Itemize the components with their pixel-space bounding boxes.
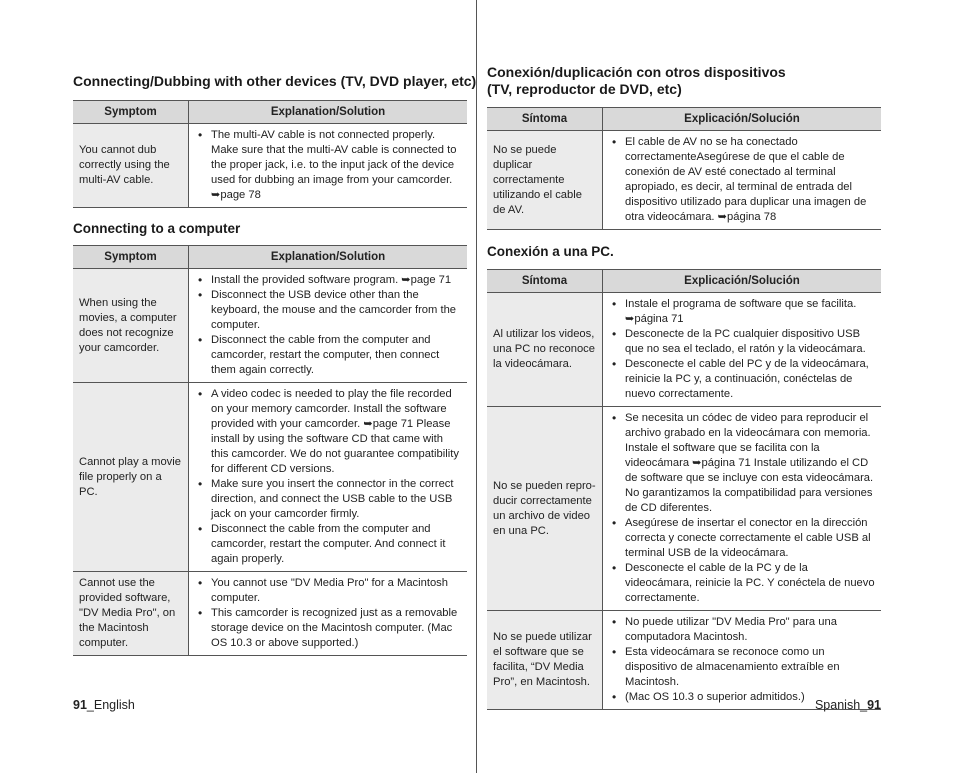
solution-item: • Desconecte de la PC cualquier dispositivo USB que no sea el teclado, el ratón y la videocámara.: [625, 327, 875, 357]
solution-list: [195, 128, 461, 203]
table-row: [73, 124, 467, 208]
solution-cell: [189, 269, 468, 383]
solution-cell: [603, 407, 882, 611]
column-header-symptom: Symptom: [73, 101, 189, 124]
title-line-2: (TV, reproductor de DVD, etc): [487, 81, 682, 97]
dubbing-table-body: [73, 124, 467, 208]
page-footer-left: [73, 698, 135, 712]
column-header-solution: Explicación/Solución: [603, 270, 882, 293]
section-title-dubbing-es: [487, 64, 786, 98]
column-divider: [476, 0, 477, 773]
solution-item: • Desconecte el cable del PC y de la videocámara, reinicie la PC y, a continuación, conéctelas de nuevo correctamente.: [625, 357, 875, 402]
solution-item: • Disconnect the cable from the computer and camcorder, restart the computer. And connect it again properly.: [211, 522, 461, 567]
solution-list: [609, 135, 875, 225]
column-header-symptom: Síntoma: [487, 108, 603, 131]
symptom-cell: Cannot play a movie file properly on a PC.: [73, 383, 189, 572]
solution-item: • The multi-AV cable is not connected properly. Make sure that the multi-AV cable is connected to the proper jack, i.e. to the input jack of the device used for dubbing an image from your camcorder. ➥page 78: [211, 128, 461, 203]
title-line-1: Conexión/duplicación con otros dispositivos: [487, 64, 786, 80]
solution-list: [195, 273, 461, 378]
computer-table-es: [487, 269, 881, 710]
section-title-dubbing: Connecting/Dubbing with other devices (TV, DVD player, etc): [73, 73, 477, 89]
solution-list: [195, 576, 461, 651]
solution-item: • No puede utilizar "DV Media Pro" para una computadora Macintosh.: [625, 615, 875, 645]
computer-table: [73, 245, 467, 656]
solution-item: • Desconecte el cable de la PC y de la videocámara, reinicie la PC. Y conéctela de nuevo correctamente.: [625, 561, 875, 606]
solution-item: • Install the provided software program. ➥page 71: [211, 273, 461, 288]
section-title-computer: Connecting to a computer: [73, 221, 241, 236]
solution-cell: [189, 124, 468, 208]
solution-item: • (Mac OS 10.3 o superior admitidos.): [625, 690, 875, 705]
solution-list: [609, 297, 875, 402]
table-row: [73, 572, 467, 656]
symptom-cell: No se puede utilizar el software que se facilita, “DV Media Pro”, en Macintosh.: [487, 611, 603, 710]
solution-list: [609, 615, 875, 705]
computer-table-es-body: [487, 293, 881, 710]
solution-item: • You cannot use "DV Media Pro" for a Macintosh computer.: [211, 576, 461, 606]
column-header-solution: Explicación/Solución: [603, 108, 882, 131]
symptom-cell: You cannot dub correctly using the multi-AV cable.: [73, 124, 189, 208]
page-footer-right: [815, 698, 881, 712]
solution-cell: [603, 293, 882, 407]
table-row: [73, 269, 467, 383]
solution-item: • A video codec is needed to play the file recorded on your memory camcorder. Install the software provided with your camcorder. ➥page 71 Please install by using the software CD that came with this camcorder. We do not guarantee compatibility for different CD versions.: [211, 387, 461, 477]
solution-item: • Esta videocámara se reconoce como un dispositivo de almacenamiento extraíble en Macintosh.: [625, 645, 875, 690]
table-row: [487, 611, 881, 710]
table-row: [487, 407, 881, 611]
solution-item: • Se necesita un códec de video para reproducir el archivo grabado en la videocámara con memoria. Instale el software que se facilita con la videocámara ➥página 71 Instale utilizando el CD de software que se incluye con esta videocámara. No garantizamos la compatibilidad para versiones de CD diferentes.: [625, 411, 875, 516]
solution-cell: [189, 572, 468, 656]
computer-table-body: [73, 269, 467, 656]
table-row: [73, 383, 467, 572]
solution-item: • Asegúrese de insertar el conector en la dirección correcta y conecte correctamente el cable USB al terminal USB de la videocámara.: [625, 516, 875, 561]
solution-cell: [189, 383, 468, 572]
symptom-cell: No se puede duplicar correctamente utilizando el cable de AV.: [487, 131, 603, 230]
symptom-cell: No se pueden repro-ducir correctamente un archivo de video en una PC.: [487, 407, 603, 611]
dubbing-table-es: [487, 107, 881, 230]
solution-item: • Disconnect the cable from the computer and camcorder, restart the computer, then connect them again correctly.: [211, 333, 461, 378]
solution-cell: [603, 611, 882, 710]
symptom-cell: Cannot use the provided software, "DV Media Pro", on the Macintosh computer.: [73, 572, 189, 656]
dubbing-table-es-body: [487, 131, 881, 230]
symptom-cell: When using the movies, a computer does not recognize your camcorder.: [73, 269, 189, 383]
solution-item: • This camcorder is recognized just as a removable storage device on the Macintosh computer. (Mac OS 10.3 or above supported.): [211, 606, 461, 651]
table-row: [487, 293, 881, 407]
solution-list: [609, 411, 875, 606]
column-header-solution: Explanation/Solution: [189, 246, 468, 269]
column-header-symptom: Symptom: [73, 246, 189, 269]
solution-item: • Instale el programa de software que se facilita. ➥página 71: [625, 297, 875, 327]
page-number: 91: [867, 698, 881, 712]
solution-item: • Disconnect the USB device other than the keyboard, the mouse and the camcorder from the computer.: [211, 288, 461, 333]
solution-item: • Make sure you insert the connector in the correct direction, and connect the USB cable to the USB jack on your camcorder firmly.: [211, 477, 461, 522]
symptom-cell: Al utilizar los videos, una PC no reconoce la videocámara.: [487, 293, 603, 407]
column-header-solution: Explanation/Solution: [189, 101, 468, 124]
dubbing-table: [73, 100, 467, 208]
footer-language: _English: [86, 698, 135, 712]
solution-item: • El cable de AV no se ha conectado correctamenteAsegúrese de que el cable de conexión de AV esté conectado al terminal apropiado, es decir, al terminal de entrada del dispositivo utilizado para duplicar una imagen de otra videocámara. ➥página 78: [625, 135, 875, 225]
solution-list: [195, 387, 461, 567]
column-header-symptom: Síntoma: [487, 270, 603, 293]
page-number: 91: [73, 698, 87, 712]
table-row: [487, 131, 881, 230]
solution-cell: [603, 131, 882, 230]
footer-language: Spanish_: [814, 698, 868, 712]
section-title-computer-es: Conexión a una PC.: [487, 244, 614, 259]
